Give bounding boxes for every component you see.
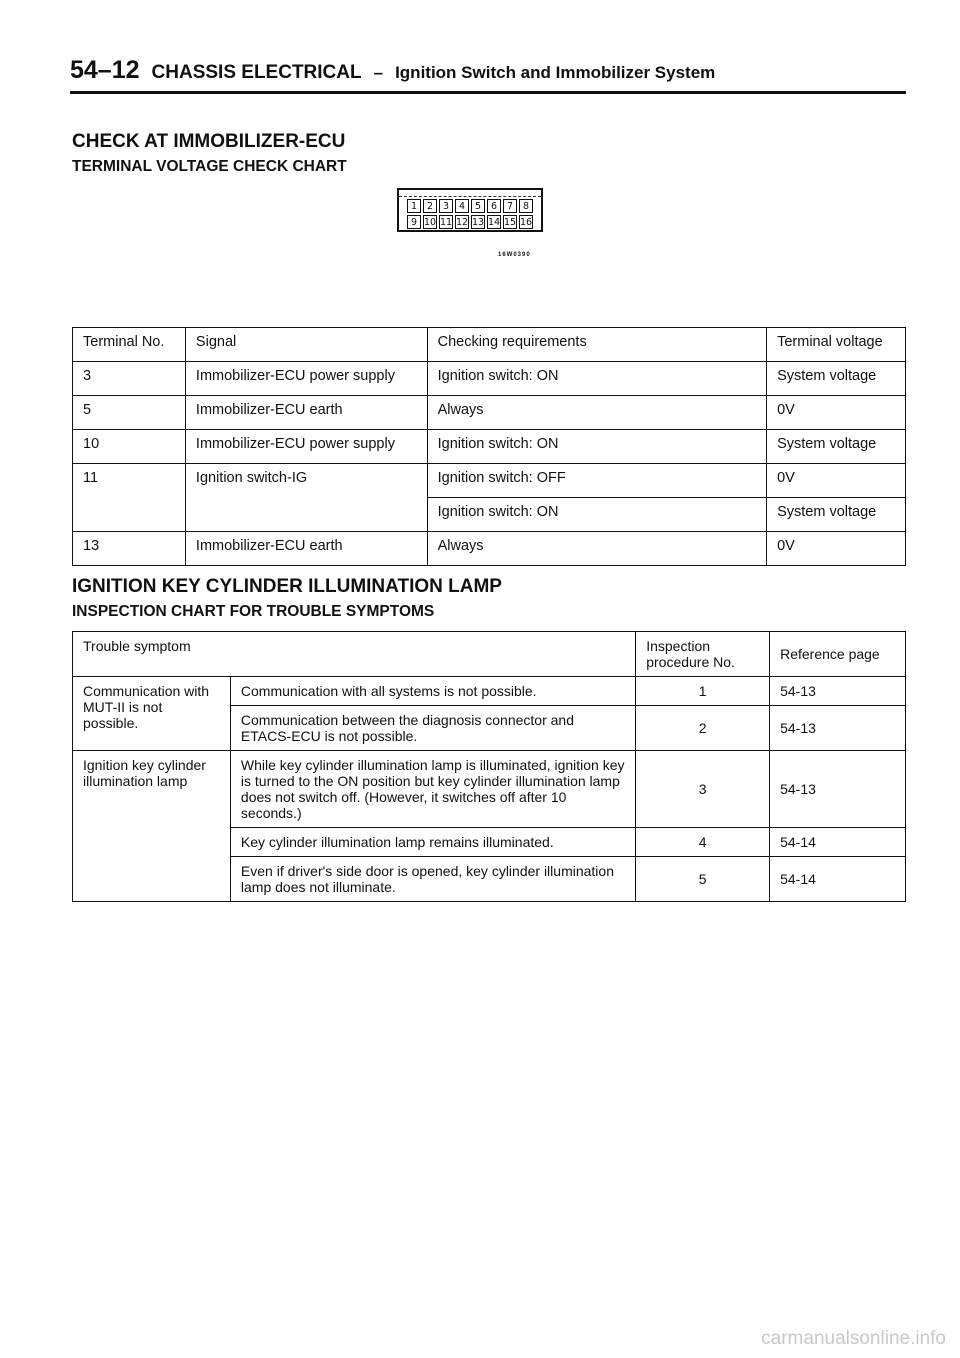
terminal-cell: 3 <box>73 362 186 396</box>
connector-pin: 12 <box>456 217 469 228</box>
connector-pin: 11 <box>440 217 453 228</box>
signal-cell: Immobilizer-ECU power supply <box>185 430 427 464</box>
procedure-cell: 4 <box>636 828 770 857</box>
section-title-illumination-lamp: IGNITION KEY CYLINDER ILLUMINATION LAMP <box>72 576 502 597</box>
reference-cell: 54-13 <box>770 677 906 706</box>
section-title-check: CHECK AT IMMOBILIZER-ECU <box>72 131 346 152</box>
requirement-cell: Always <box>427 396 767 430</box>
procedure-cell: 1 <box>636 677 770 706</box>
voltage-cell: 0V <box>767 464 906 498</box>
connector-pin: 1 <box>407 199 421 213</box>
requirement-cell: Ignition switch: ON <box>427 362 767 396</box>
connector-pin: 3 <box>439 199 453 213</box>
signal-cell: Immobilizer-ECU earth <box>185 396 427 430</box>
terminal-cell: 11 <box>73 464 186 532</box>
table-row <box>73 464 906 498</box>
connector-top-row <box>399 199 541 213</box>
table-header-row <box>73 632 906 677</box>
connector-pin: 7 <box>503 199 517 213</box>
header-voltage: Terminal voltage <box>767 328 906 362</box>
section-subtitle-voltage-chart: TERMINAL VOLTAGE CHECK CHART <box>72 158 347 175</box>
signal-cell: Immobilizer-ECU power supply <box>185 362 427 396</box>
symptom-cell: While key cylinder illumination lamp is illuminated, ignition key is turned to the ON position but key cylinder illumination lamp does not switch off. (However, it switches off after 10 seconds.) <box>230 751 635 828</box>
table-row <box>73 677 906 706</box>
header-reference-page: Reference page <box>770 632 906 677</box>
signal-cell: Immobilizer-ECU earth <box>185 532 427 566</box>
connector-pin: 6 <box>487 199 501 213</box>
header-trouble-symptom: Trouble symptom <box>73 632 636 677</box>
requirement-cell: Ignition switch: ON <box>427 430 767 464</box>
connector-pin: 8 <box>519 199 533 213</box>
requirement-cell: Always <box>427 532 767 566</box>
requirement-cell: Ignition switch: OFF <box>427 464 767 498</box>
voltage-cell: 0V <box>767 532 906 566</box>
connector-latch <box>399 190 541 197</box>
header-terminal: Terminal No. <box>73 328 186 362</box>
table-row <box>73 362 906 396</box>
page-number: 54–12 <box>70 56 140 84</box>
voltage-cell: System voltage <box>767 498 906 532</box>
symptom-category: Ignition key cylinder illumination lamp <box>73 751 231 902</box>
table-row <box>73 396 906 430</box>
connector-pin: 4 <box>455 199 469 213</box>
signal-cell: Ignition switch-IG <box>185 464 427 532</box>
section-subtitle-trouble-chart: INSPECTION CHART FOR TROUBLE SYMPTOMS <box>72 603 435 620</box>
header-requirement: Checking requirements <box>427 328 767 362</box>
connector-pin: 14 <box>488 217 501 228</box>
reference-cell: 54-14 <box>770 828 906 857</box>
header-inspection-procedure: Inspection procedure No. <box>636 632 770 677</box>
trouble-symptom-table <box>72 631 906 902</box>
voltage-cell: System voltage <box>767 430 906 464</box>
table-header-row <box>73 328 906 362</box>
symptom-cell: Communication between the diagnosis connector and ETACS-ECU is not possible. <box>230 706 635 751</box>
connector-pin: 5 <box>471 199 485 213</box>
connector-pin: 16 <box>520 217 533 228</box>
connector-pin: 9 <box>407 215 421 229</box>
requirement-cell: Ignition switch: ON <box>427 498 767 532</box>
table-row <box>73 751 906 828</box>
voltage-cell: System voltage <box>767 362 906 396</box>
table-row <box>73 532 906 566</box>
watermark: carmanualsonline.info <box>761 1328 946 1349</box>
header-separator: – <box>373 63 384 82</box>
procedure-cell: 3 <box>636 751 770 828</box>
table-row <box>73 430 906 464</box>
connector-pin: 13 <box>472 217 485 228</box>
connector-bottom-row <box>399 215 541 229</box>
connector-pin: 15 <box>504 217 517 228</box>
connector-diagram <box>397 188 543 232</box>
connector-pin: 2 <box>423 199 437 213</box>
chapter-title: CHASSIS ELECTRICAL <box>151 62 362 83</box>
connector-pin: 10 <box>424 217 437 228</box>
terminal-cell: 5 <box>73 396 186 430</box>
procedure-cell: 2 <box>636 706 770 751</box>
terminal-cell: 10 <box>73 430 186 464</box>
figure-code: 16W0390 <box>498 252 531 258</box>
page-header <box>70 56 906 94</box>
terminal-cell: 13 <box>73 532 186 566</box>
terminal-voltage-table <box>72 327 906 566</box>
subject-title: Ignition Switch and Immobilizer System <box>395 63 716 82</box>
reference-cell: 54-13 <box>770 751 906 828</box>
reference-cell: 54-13 <box>770 706 906 751</box>
symptom-cell: Even if driver's side door is opened, key cylinder illumination lamp does not illuminate. <box>230 857 635 902</box>
symptom-category: Communication with MUT-II is not possible. <box>73 677 231 751</box>
reference-cell: 54-14 <box>770 857 906 902</box>
voltage-cell: 0V <box>767 396 906 430</box>
symptom-cell: Communication with all systems is not possible. <box>230 677 635 706</box>
procedure-cell: 5 <box>636 857 770 902</box>
header-signal: Signal <box>185 328 427 362</box>
symptom-cell: Key cylinder illumination lamp remains illuminated. <box>230 828 635 857</box>
